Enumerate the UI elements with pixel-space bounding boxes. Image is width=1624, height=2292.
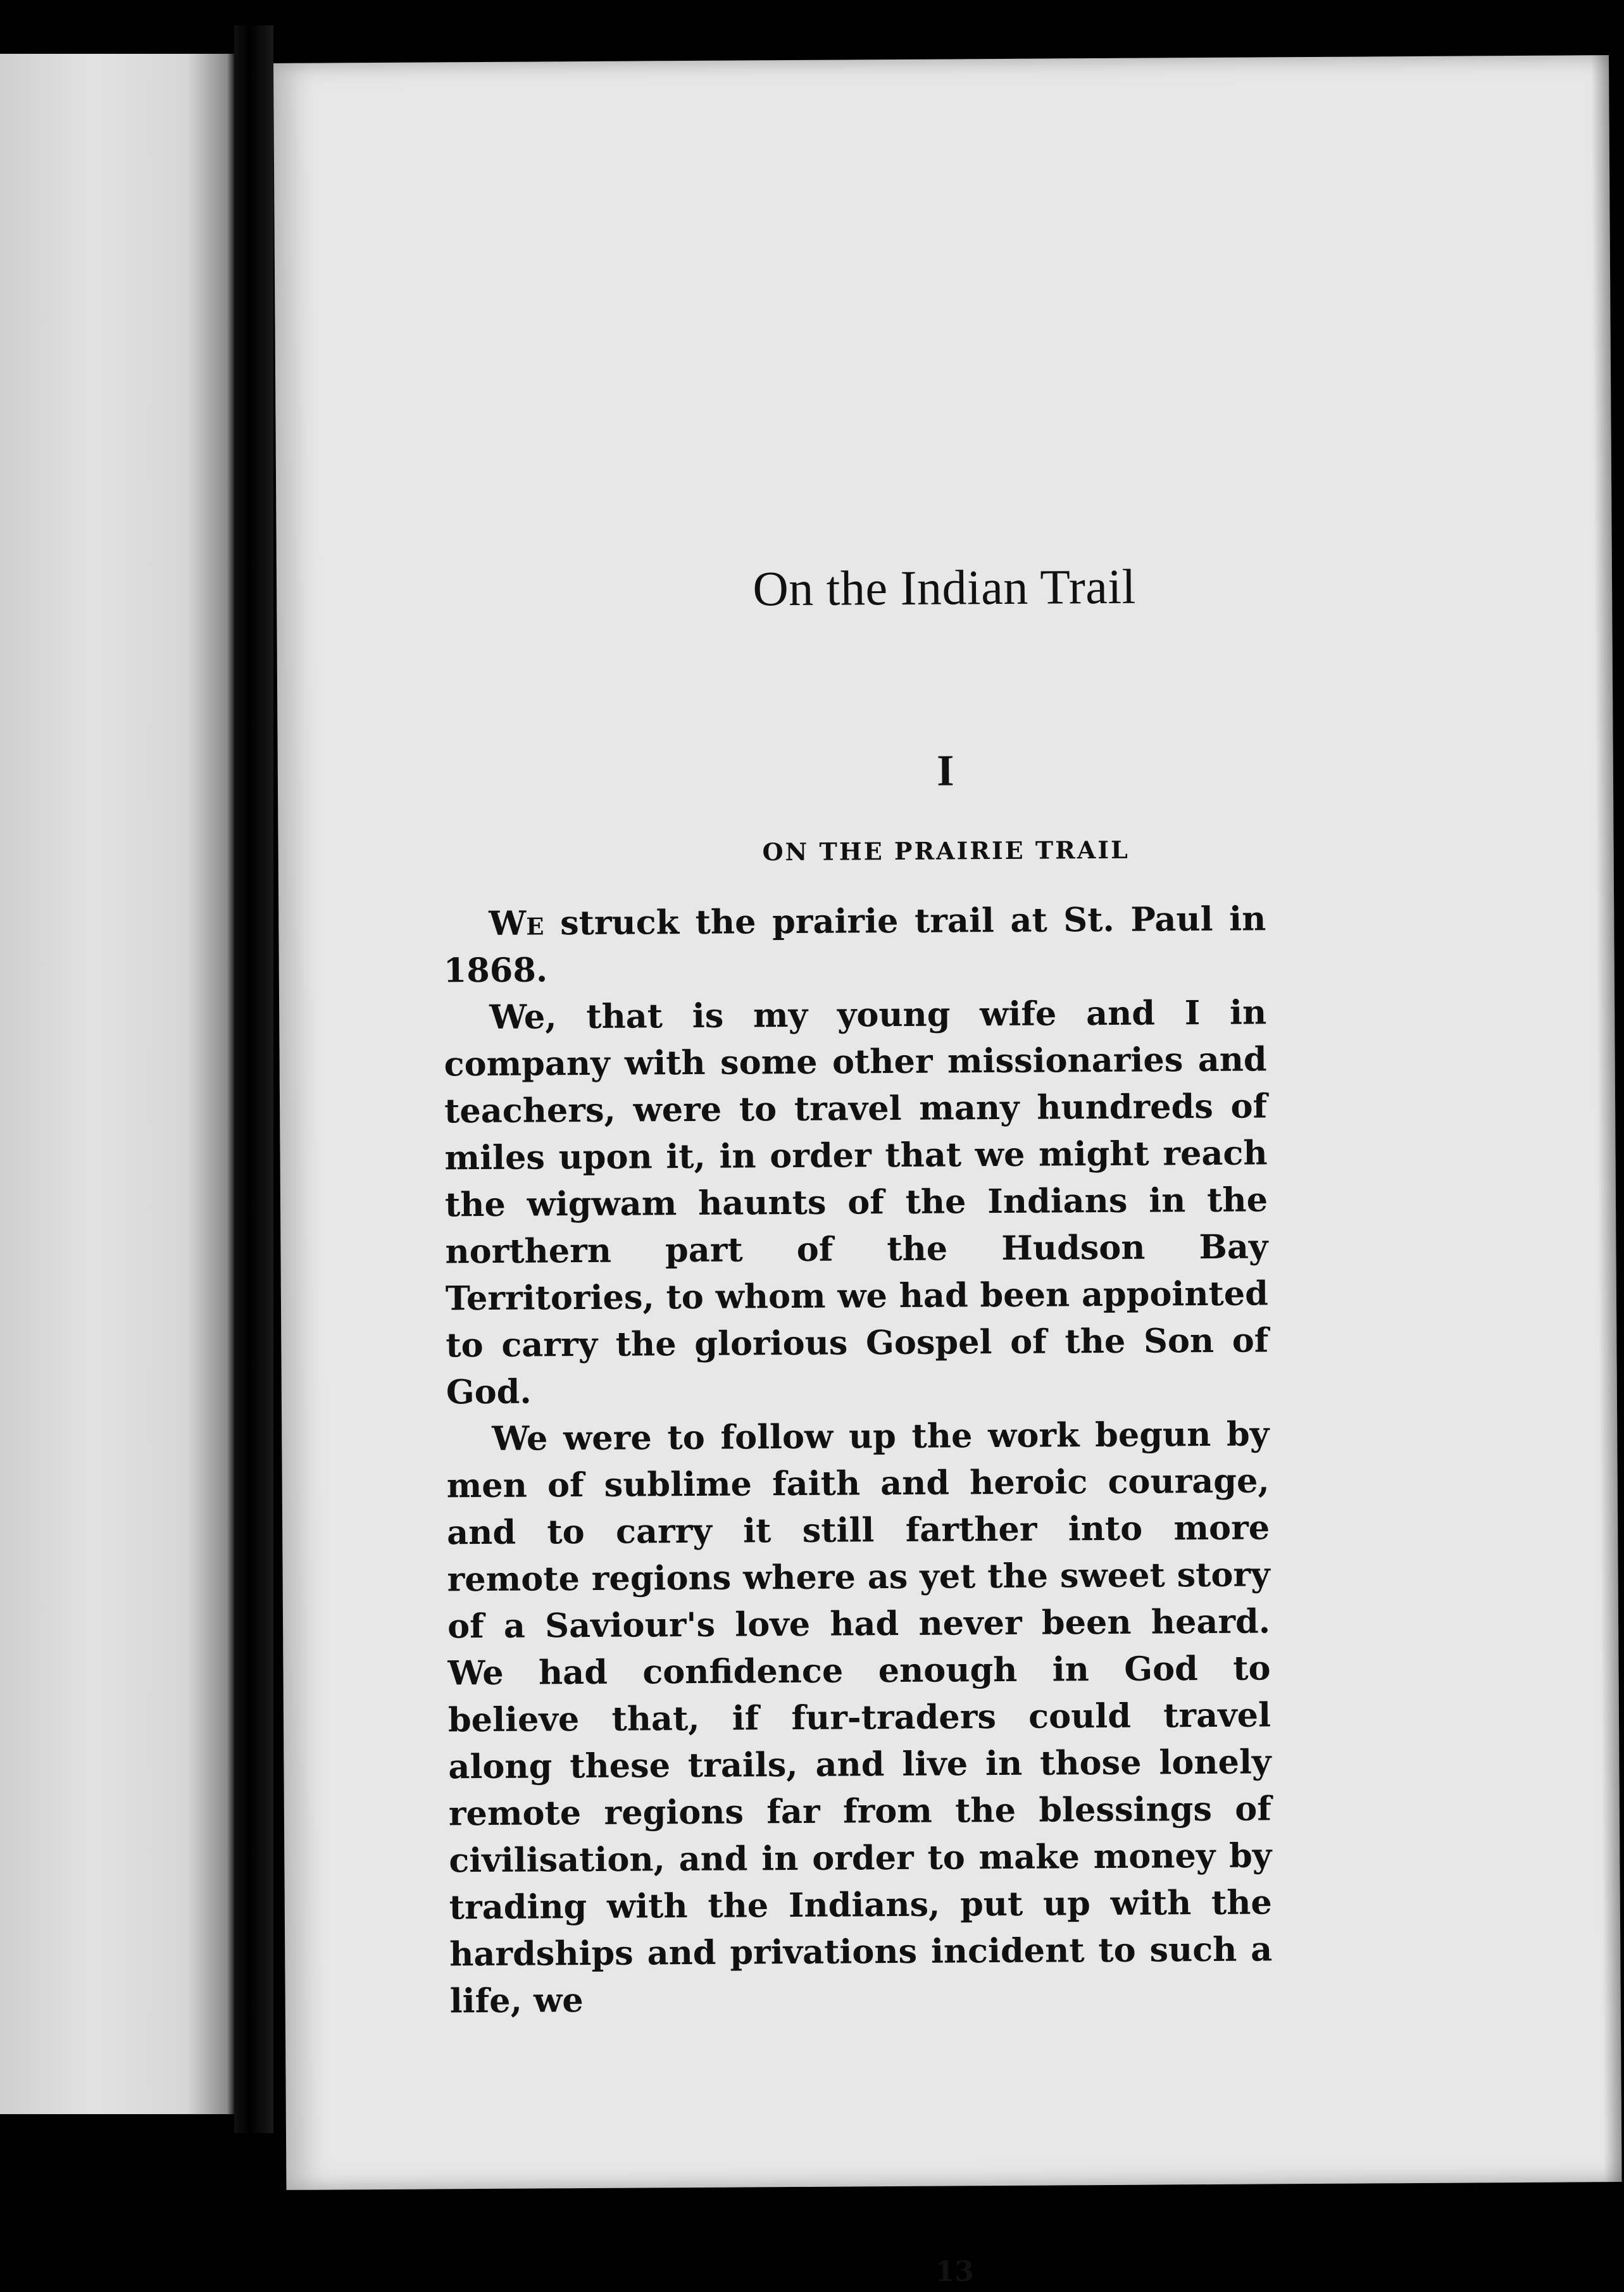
dropcap-word: We [489,904,544,943]
chapter-number: I [936,746,954,796]
chapter-title: ON THE PRAIRIE TRAIL [762,835,1130,867]
previous-page-edge [0,54,234,2114]
paragraph: We, that is my young wife and I in company with some other missionaries and teachers, were to travel many hundreds of miles upon it, in order that we might reach the wigwam haunts of the Indians in the northern part of the Hudson Bay Territories, to whom we had been appointed to carry the glorious Gospel of the Son of God. [444,993,1269,1412]
paragraph-text: struck the prairie trail at St. Paul in 1868. [443,899,1266,991]
paragraph [443,896,1266,994]
paragraph: We were to follow up the work begun by men of sublime faith and heroic courage, and to carry it still farther into more remote regions where as yet the sweet story of a Saviour's love had never been heard. We had confidence enough in God to believe that, if fur-traders could travel along these trails, and live in those lonely remote regions far from the blessings of civilisation, and in order to make money by trading with the Indians, put up with the hardships and privations incident to such a life, we [446,1415,1273,2021]
running-title: On the Indian Trail [753,558,1136,617]
book-gutter [234,25,273,2133]
book-page [273,55,1621,2288]
body-text [443,896,1273,2025]
page-shadow [1591,55,1622,2182]
page-number: 13 [935,2255,975,2288]
